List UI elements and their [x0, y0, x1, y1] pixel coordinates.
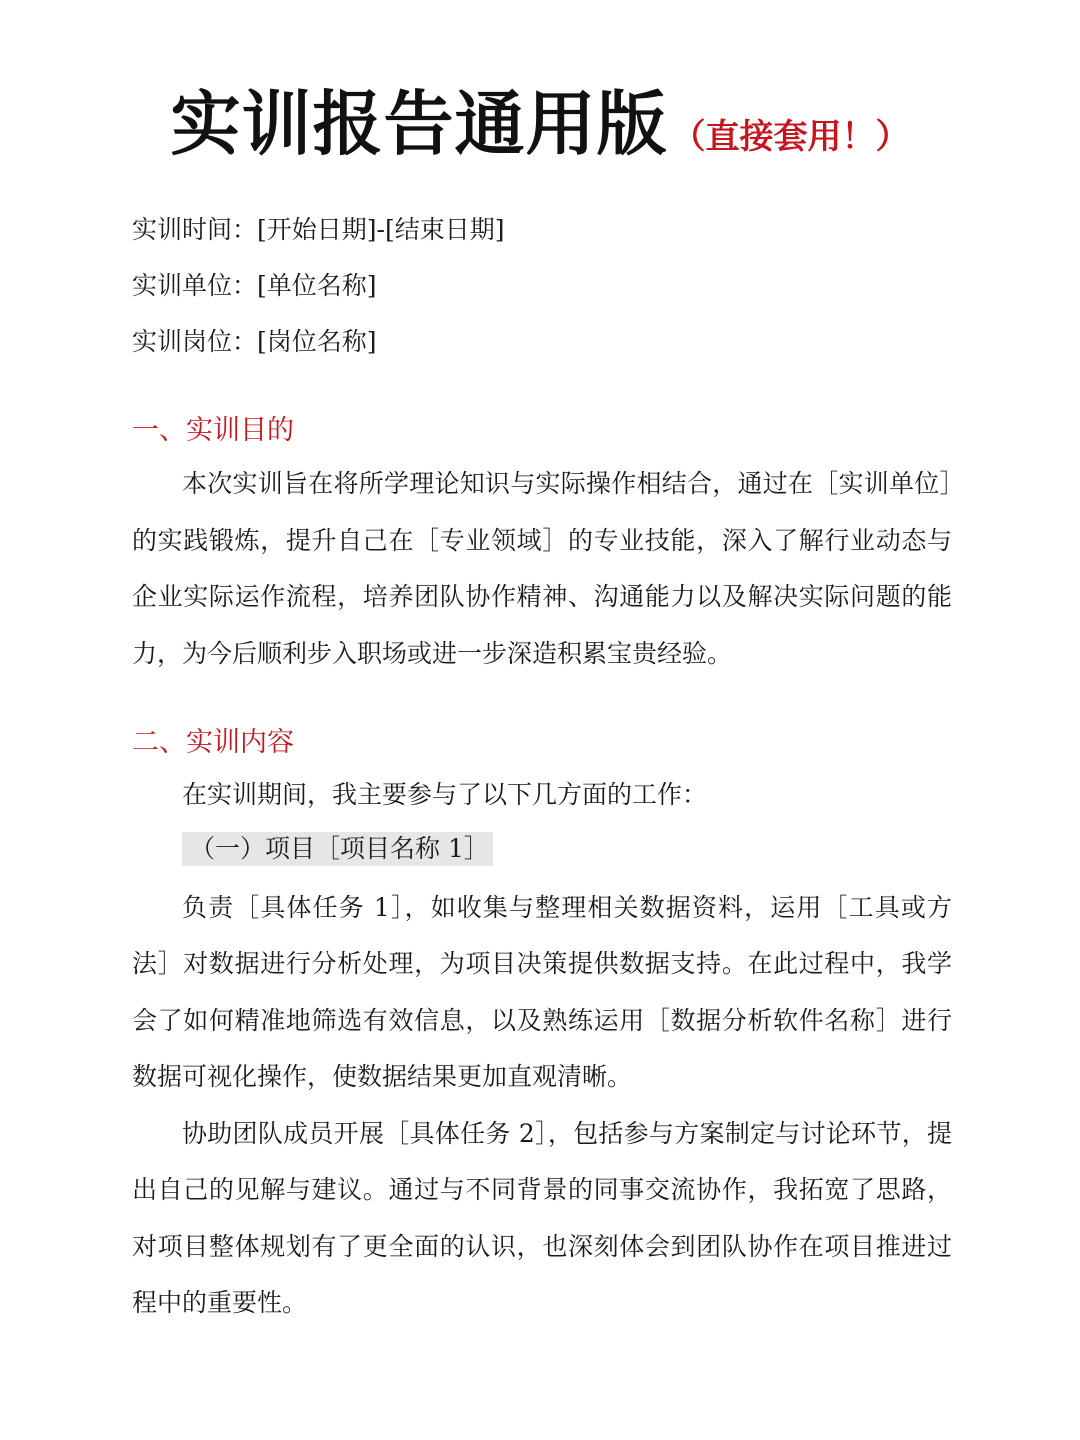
section-content-body — [132, 767, 952, 1332]
section-heading-content — [132, 720, 952, 759]
document-title — [0, 68, 1080, 169]
project-subheading-row — [132, 824, 952, 880]
project-subheading: （一）项目［项目名称 1］ — [182, 832, 493, 866]
meta-training-unit: 实训单位：[单位名称] — [132, 271, 377, 300]
task1-paragraph: 负责［具体任务 1］，如收集与整理相关数据资料，运用［工具或方法］对数据进行分析处理，为项目决策提供数据支持。在此过程中，我学会了如何精准地筛选有效信息，以及熟练运用［数据分析软件名称］进行数据可视化操作，使数据结果更加直观清晰。 — [132, 892, 952, 1091]
task2-paragraph: 协助团队成员开展［具体任务 2］，包括参与方案制定与讨论环节，提出自己的见解与建议。通过与不同背景的同事交流协作，我拓宽了思路，对项目整体规划有了更全面的认识，也深刻体会到团队协作在项目推进过程中的重要性。 — [132, 1118, 952, 1317]
title-main: 实训报告通用版 — [170, 83, 668, 165]
meta-training-position: 实训岗位：[岗位名称] — [132, 327, 377, 356]
content-intro: 在实训期间，我主要参与了以下几方面的工作： — [182, 780, 708, 809]
meta-training-time: 实训时间：[开始日期]-[结束日期] — [132, 215, 505, 244]
section-purpose-body — [132, 456, 952, 682]
section-heading-text: 一、实训目的 — [132, 415, 294, 446]
section-heading-purpose — [132, 408, 952, 447]
title-subtitle: （直接套用！） — [671, 117, 910, 157]
purpose-paragraph: 本次实训旨在将所学理论知识与实际操作相结合，通过在［实训单位］的实践锻炼，提升自己在［专业领域］的专业技能，深入了解行业动态与企业实际运作流程，培养团队协作精神、沟通能力以及解决实际问题的能力，为今后顺利步入职场或进一步深造积累宝贵经验。 — [132, 469, 952, 668]
section-heading-text: 二、实训内容 — [132, 727, 294, 758]
meta-info — [132, 202, 952, 370]
